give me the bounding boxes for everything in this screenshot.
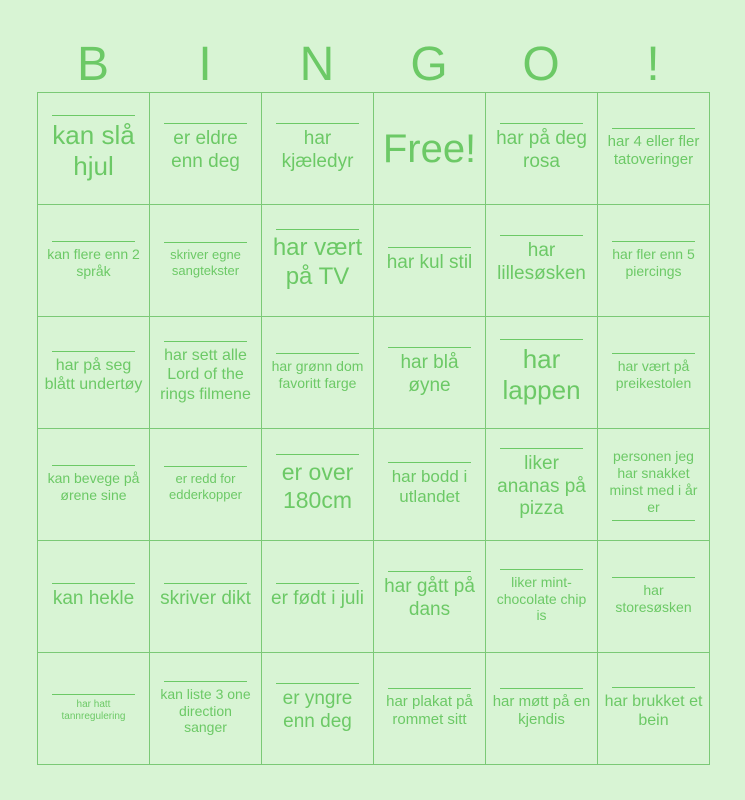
- header-letter: I: [198, 37, 212, 91]
- cell-text: er over 180cm: [281, 459, 354, 513]
- bingo-cell[interactable]: [262, 317, 374, 429]
- bingo-grid: [37, 92, 710, 765]
- name-line: [500, 569, 583, 570]
- bingo-cell[interactable]: [38, 93, 150, 205]
- name-line: [276, 123, 359, 124]
- bingo-cell[interactable]: [598, 429, 710, 541]
- name-line: [612, 353, 695, 354]
- bingo-cell[interactable]: [486, 653, 598, 765]
- name-line: [52, 583, 135, 584]
- cell-text: har sett alle Lord of the rings filmene: [160, 347, 251, 403]
- bingo-cell[interactable]: [374, 429, 486, 541]
- bingo-cell[interactable]: [150, 541, 262, 653]
- name-line: [388, 571, 471, 572]
- bingo-cell[interactable]: [598, 541, 710, 653]
- name-line: [164, 681, 247, 682]
- cell-text: skriver egne sangtekster: [170, 247, 241, 278]
- name-line: [276, 583, 359, 584]
- name-line: [500, 235, 583, 236]
- cell-text: kan flere enn 2 språk: [47, 246, 140, 279]
- bingo-cell[interactable]: [262, 653, 374, 765]
- name-line: [388, 347, 471, 348]
- cell-text: kan hekle: [52, 587, 135, 609]
- bingo-cell[interactable]: [150, 653, 262, 765]
- cell-text: har kjæledyr: [281, 128, 354, 172]
- bingo-cell[interactable]: [598, 653, 710, 765]
- name-line: [276, 353, 359, 354]
- header-letter: B: [76, 37, 109, 91]
- cell-text: har brukket et bein: [604, 692, 703, 729]
- bingo-cell[interactable]: [486, 317, 598, 429]
- cell-text: har 4 eller fler tatoveringer: [607, 133, 700, 168]
- name-line: [164, 466, 247, 467]
- bingo-cell[interactable]: [38, 317, 150, 429]
- name-line: [388, 462, 471, 463]
- bingo-cell[interactable]: [262, 429, 374, 541]
- cell-text: kan liste 3 one direction sanger: [160, 685, 251, 736]
- bingo-header: [37, 36, 709, 92]
- bingo-cell[interactable]: [262, 541, 374, 653]
- name-line: [276, 454, 359, 455]
- cell-text: har lillesøsken: [497, 240, 586, 284]
- cell-text: har storesøsken: [615, 582, 692, 615]
- bingo-cell[interactable]: [374, 205, 486, 317]
- cell-text: liker mint-chocolate chip is: [496, 573, 587, 624]
- cell-text: har plakat på rommet sitt: [386, 693, 473, 728]
- name-line: [276, 229, 359, 230]
- cell-text: har møtt på en kjendis: [492, 693, 591, 728]
- name-line: [388, 247, 471, 248]
- cell-text: kan slå hjul: [52, 119, 135, 181]
- cell-text: har vært på TV: [272, 234, 363, 290]
- bingo-cell[interactable]: [486, 541, 598, 653]
- cell-text: kan bevege på ørene sine: [47, 470, 140, 503]
- bingo-cell[interactable]: [262, 93, 374, 205]
- cell-text: er eldre enn deg: [171, 128, 240, 172]
- bingo-cell-free[interactable]: [374, 93, 486, 205]
- name-line: [164, 123, 247, 124]
- bingo-cell[interactable]: [598, 317, 710, 429]
- cell-text: er yngre enn deg: [282, 688, 353, 732]
- name-line: [500, 123, 583, 124]
- cell-text: liker ananas på pizza: [497, 452, 586, 520]
- name-line: [164, 341, 247, 342]
- cell-text: har blå øyne: [400, 352, 459, 396]
- name-line: [612, 687, 695, 688]
- name-line: [52, 351, 135, 352]
- name-line: [500, 339, 583, 340]
- bingo-cell[interactable]: [38, 541, 150, 653]
- bingo-cell[interactable]: [150, 93, 262, 205]
- name-line: [52, 465, 135, 466]
- name-line: [612, 241, 695, 242]
- name-line: [164, 242, 247, 243]
- name-line: [612, 520, 695, 521]
- name-line: [500, 448, 583, 449]
- cell-text: skriver dikt: [160, 587, 251, 609]
- name-line: [52, 115, 135, 116]
- bingo-cell[interactable]: [486, 93, 598, 205]
- name-line: [388, 688, 471, 689]
- name-line: [612, 577, 695, 578]
- bingo-cell[interactable]: [486, 205, 598, 317]
- bingo-cell[interactable]: [38, 653, 150, 765]
- bingo-cell[interactable]: [486, 429, 598, 541]
- bingo-cell[interactable]: [374, 541, 486, 653]
- bingo-cell[interactable]: [150, 429, 262, 541]
- name-line: [500, 688, 583, 689]
- cell-text: har lappen: [502, 343, 581, 405]
- header-letter: N: [299, 37, 335, 91]
- bingo-cell[interactable]: [598, 205, 710, 317]
- cell-text: har på deg rosa: [496, 128, 587, 172]
- bingo-cell[interactable]: [262, 205, 374, 317]
- bingo-cell[interactable]: [150, 205, 262, 317]
- cell-text: har på seg blått undertøy: [44, 356, 143, 393]
- name-line: [276, 683, 359, 684]
- header-letter: !: [646, 37, 660, 91]
- bingo-cell[interactable]: [374, 653, 486, 765]
- cell-text: personen jeg har snakket minst med i år er: [609, 448, 698, 515]
- bingo-cell[interactable]: [150, 317, 262, 429]
- cell-text: er født i juli: [271, 587, 364, 609]
- header-letter: G: [410, 37, 448, 91]
- cell-text: har grønn dom favoritt farge: [271, 358, 364, 391]
- name-line: [52, 241, 135, 242]
- name-line: [52, 694, 135, 695]
- bingo-cell[interactable]: [38, 429, 150, 541]
- name-line: [164, 583, 247, 584]
- name-line: [612, 128, 695, 129]
- cell-text: har bodd i utlandet: [391, 466, 468, 506]
- bingo-cell[interactable]: [598, 93, 710, 205]
- cell-text: har gått på dans: [384, 576, 475, 620]
- cell-text: har kul stil: [386, 251, 473, 273]
- cell-text: er redd for edderkopper: [169, 471, 242, 502]
- header-letter: O: [522, 37, 560, 91]
- cell-text: har hatt tannregulering: [61, 699, 126, 722]
- cell-text: Free!: [382, 126, 477, 171]
- cell-text: har vært på preikestolen: [615, 358, 692, 391]
- bingo-cell[interactable]: [38, 205, 150, 317]
- bingo-cell[interactable]: [374, 317, 486, 429]
- cell-text: har fler enn 5 piercings: [612, 246, 695, 279]
